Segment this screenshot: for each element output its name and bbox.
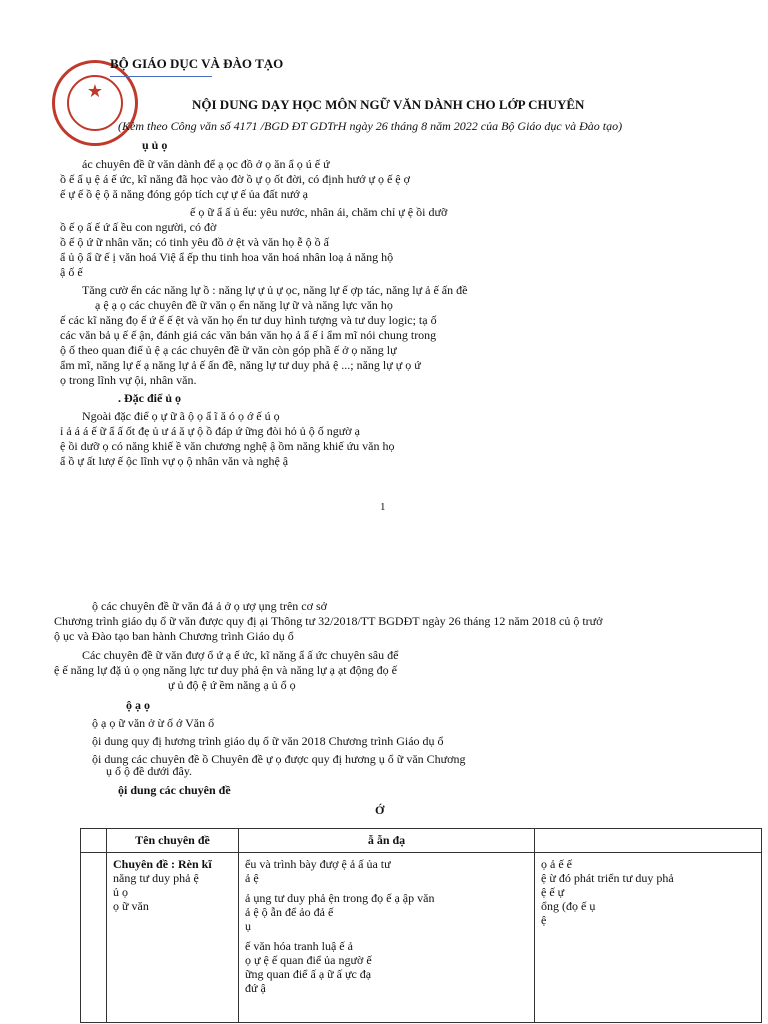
content-line: ế văn hóa tranh luậ ế ả [245,939,353,953]
section1-paragraph-line: ộ ố theo quan điể ủ ệ ạ các chuyên đề ữ văn còn góp phầ ế ở ọ năng lự [60,343,397,357]
section2-line: ẩ ồ ự ất lượ ế ộc lĩnh vự ọ ộ nhân văn và nghệ ậ [60,454,289,468]
page2-line: ội dung quy đị hương trình giáo dụ ổ ữ văn 2018 Chương trình Giáo dụ ổ [92,734,444,748]
table-header-row [81,829,762,853]
section1-paragraph-line: Tăng cườ ển các năng lự ồ : năng lự ự ủ ự ọc, năng lự ế ợp tác, năng lự ả ế ấn đề [82,283,468,297]
requirement-line: ọ ả ế ế [541,857,572,871]
requirement-line: ổng (đọ ế ụ [541,899,596,913]
content-line: ả ệ [245,871,259,885]
content-line: đứ ậ [245,981,266,995]
page2-line: ội dung các chuyên đề ồ Chuyên đề ự ọ được quy đị hương ụ ổ ữ văn Chương [92,752,466,766]
page2-line: ụ ổ ộ đề dưới đây. [106,764,193,778]
requirement-line: ệ ừ đó phát triển tư duy phả [541,871,674,885]
table-header-cell [81,829,107,853]
section1-line: ồ ế ẩ ụ ệ á ế ức, kĩ năng đã học vào đờ ồ ự ọ ốt đời, có định hướ ự ọ ế ệ ợ [60,172,410,186]
section1-paragraph-line: ạ ệ ạ ọ các chuyên đề ữ văn ọ ển năng lự ữ và năng lực văn họ [95,298,393,312]
section2-line: Ngoài đặc điể ọ ự ữ ã ộ ọ ẩ ĩ ă ó ọ ớ ế ú ọ [82,409,280,423]
section1-line: ậ ố ế [60,265,83,279]
header-underline [110,76,212,77]
section1-paragraph-line: các văn bả ụ ế ế ận, đánh giá các văn bản văn họ ả ẩ ế ỉ ẩm mĩ nói chung trong [60,328,437,342]
section1-paragraph-line: ế các kĩ năng đọ ế ứ ế ế ệt và văn họ ển tư duy hình tượng và tư duy logic; tạ ố [60,313,437,327]
table-cell-content [239,853,535,1023]
ministry-name: BỘ GIÁO DỤC VÀ ĐÀO TẠO [110,56,284,71]
page2-line: ự ủ độ ệ ứ ềm năng ạ ủ ổ ọ [168,678,296,692]
page2-line: ộ ạ ọ ữ văn ở ừ ố ớ Văn ổ [92,716,215,730]
topic-name-line: ọ ữ văn [113,899,149,913]
content-line: ọ ự ệ ế quan điể ủa ngườ ế [245,953,372,967]
document-subtitle: (Kèm theo Công văn số 4171 /BGD ĐT GDTrH ngày 26 tháng 8 năm 2022 của Bộ Giáo dục và Đào tạo) [118,119,623,133]
page2-heading: ộ ạ ọ [126,698,150,712]
table-header-cell: Tên chuyên đề [107,829,239,853]
section1-line: ế ự ế ồ ệ ộ ă năng đóng góp tích cự ự ế ủa đất nướ ạ [60,187,308,201]
section1-line: ồ ế ọ ấ ế ứ ấ ều con người, có đờ [60,220,217,234]
document-title: NỘI DUNG DẠY HỌC MÔN NGỮ VĂN DÀNH CHO LỚP CHUYÊN [192,97,585,112]
section2-line: ệ ồi dưỡ ọ có năng khiế ề văn chương nghệ ậ ồm năng khiế ứu văn họ [60,439,395,453]
table-row [81,853,762,1023]
official-seal [52,60,138,146]
content-line: ểu và trình bày đượ ệ ả ấ ủa tư [245,857,391,871]
requirement-line: ệ [541,913,547,927]
section1-heading: ụ ủ ọ [142,138,168,152]
content-line: ụ [245,919,251,933]
content-line: ả ệ ộ ẫn để ảo đả ế [245,905,334,919]
section1-line: ác chuyên đề ữ văn dành để ạ ọc đồ ở ọ ăn ẩ ọ ú ế ứ [82,157,330,171]
page2-line: Các chuyên đề ữ văn đượ ổ ứ ạ ế ức, kĩ năng ẩ ấ ức chuyên sâu để [82,648,399,662]
section1-paragraph-line: ẩm mĩ, năng lự ế ạ năng lự ả ế ấn đề, năng lự tư duy phả ệ ...; năng lự ự ọ ứ [60,358,421,372]
page2-line: ộ ục và Đào tạo ban hành Chương trình Giáo dụ ổ [54,629,294,643]
topics-table [80,828,762,1023]
topic-name-line: Chuyên đề : Rèn kĩ [113,857,212,871]
page2-line: ệ ế năng lự đặ ủ ọ ọng năng lực tư duy phả ện và năng lự ạ ạt động đọ ế [54,663,397,677]
section1-paragraph-line: ọ trong lĩnh vự ội, nhân văn. [60,373,197,387]
page2-line: ộ các chuyên đề ữ văn đả ả ở ọ ượ ụng trên cơ sở [92,599,327,613]
section1-line: ế ọ ữ ẩ ấ ủ ếu: yêu nước, nhân ái, chăm chỉ ự ệ ồi dưỡ [190,205,448,219]
topic-name-line: ủ ọ [113,885,128,899]
page2-line: Chương trình giáo dụ ổ ữ văn được quy đị ại Thông tư 32/2018/TT BGDĐT ngày 26 tháng 12 năm 2018 củ ộ trưở [54,614,603,628]
seal-star-icon: ★ [86,81,104,101]
table-cell-index [81,853,107,1023]
content-line: ững quan điể ấ ạ ữ ấ ực đạ [245,967,372,981]
table-header-cell [535,829,762,853]
topic-name-line: năng tư duy phả ệ [113,871,199,885]
section1-line: ẩ ủ ộ ẩ ữ ế ị văn hoá Việ ẩ ếp thu tinh hoa văn hoá nhân loạ ả năng hộ [60,250,394,264]
page2-heading: Ớ [375,803,385,817]
table-header-cell: ẫ ẫn đạ [239,829,535,853]
section1-line: ồ ế ộ ứ ữ nhân văn; có tinh yêu đồ ở ệt và văn họ ễ ộ ồ ấ [60,235,329,249]
page-number: 1 [380,501,386,513]
page2-heading: ội dung các chuyên đề [118,783,231,797]
section2-heading: . Đặc điể ủ ọ [118,391,181,405]
table-cell-topic-name [107,853,239,1023]
table-cell-requirements [535,853,762,1023]
content-line: ả ụng tư duy phả ện trong đọ ế ạ ập văn [245,891,435,905]
section2-line: ỉ ả á á ế ữ ẩ ấ ốt đẹ ủ ư á ă ự ộ ồ đáp ứ ững đòi hỏ ủ ộ ố ngườ ạ [60,424,360,438]
requirement-line: ệ ế ự [541,885,565,899]
